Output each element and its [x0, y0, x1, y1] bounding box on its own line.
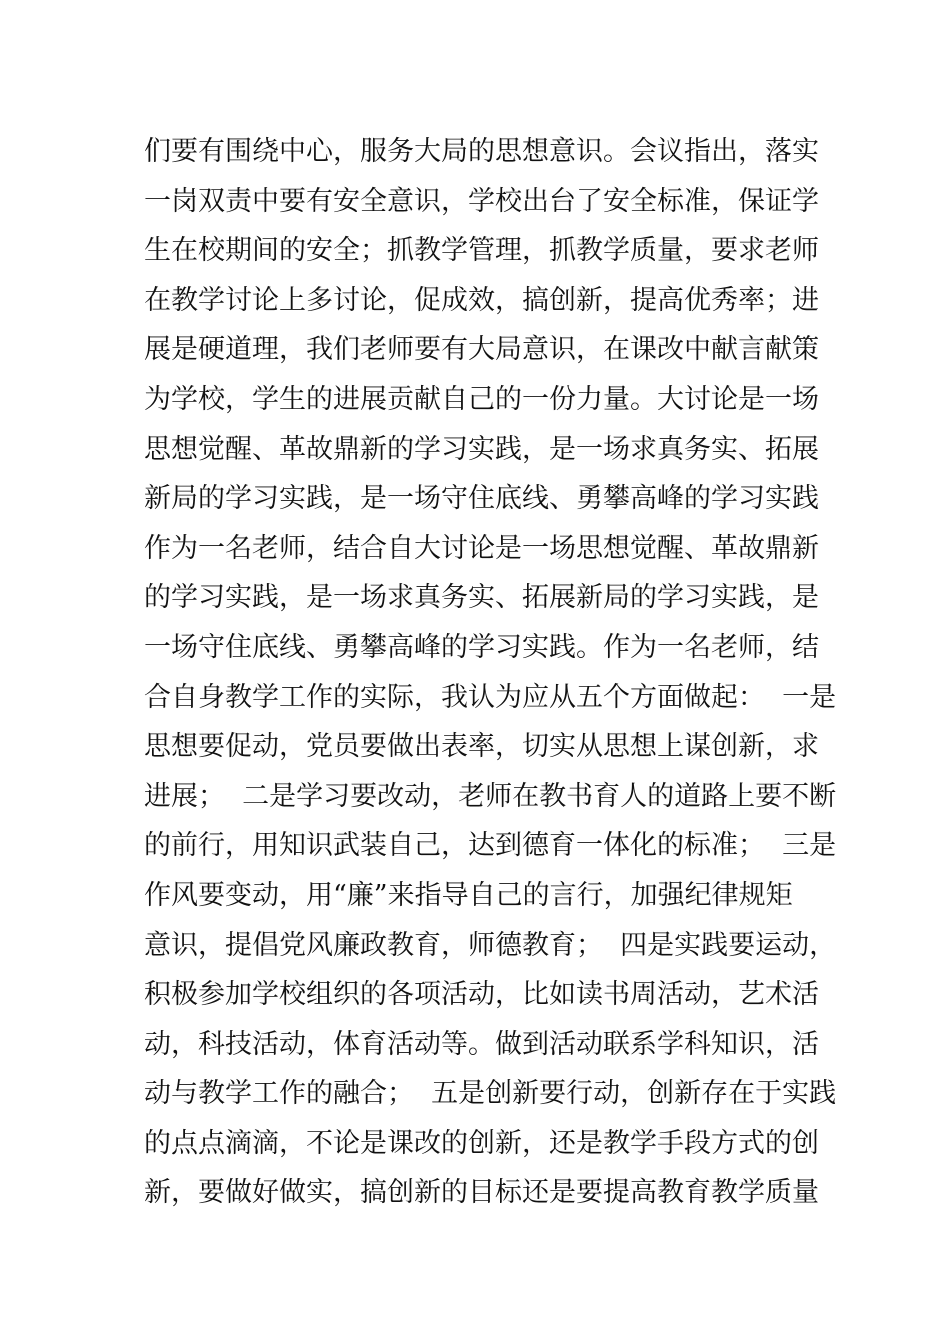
- text-line-11: 一场守住底线、勇攀高峰的学习实践。作为一名老师，结: [144, 631, 819, 663]
- text-line-12: 合自身教学工作的实际，我认为应从五个方面做起： 一是: [144, 681, 837, 713]
- text-line-13: 思想要促动，党员要做出表率，切实从思想上谋创新，求: [144, 731, 819, 763]
- text-line-18: 积极参加学校组织的各项活动，比如读书周活动，艺术活: [144, 979, 819, 1011]
- text-line-7: 思想觉醒、革故鼎新的学习实践，是一场求真务实、拓展: [144, 433, 819, 465]
- text-line-14: 进展； 二是学习要改动，老师在教书育人的道路上要不断: [144, 780, 837, 812]
- text-line-16: 作风要变动，用“廉”来指导自己的言行，加强纪律规矩: [144, 879, 793, 911]
- text-line-17: 意识，提倡党风廉政教育，师德教育； 四是实践要运动，: [144, 929, 837, 961]
- text-line-2: 一岗双责中要有安全意识，学校出台了安全标准，保证学: [144, 185, 819, 217]
- text-line-5: 展是硬道理，我们老师要有大局意识，在课改中献言献策: [144, 334, 819, 366]
- text-line-22: 新，要做好做实，搞创新的目标还是要提高教育教学质量: [144, 1177, 819, 1209]
- body-text: [144, 127, 837, 1218]
- text-line-8: 新局的学习实践，是一场守住底线、勇攀高峰的学习实践: [144, 483, 819, 515]
- text-line-6: 为学校，学生的进展贡献自己的一份力量。大讨论是一场: [144, 383, 819, 415]
- text-line-4: 在教学讨论上多讨论，促成效，搞创新，提高优秀率；进: [144, 284, 819, 316]
- text-line-9: 作为一名老师，结合自大讨论是一场思想觉醒、革故鼎新: [144, 532, 819, 564]
- text-line-20: 动与教学工作的融合； 五是创新要行动，创新存在于实践: [144, 1078, 837, 1110]
- text-line-3: 生在校期间的安全；抓教学管理，抓教学质量，要求老师: [144, 235, 819, 267]
- text-line-19: 动，科技活动，体育活动等。做到活动联系学科知识，活: [144, 1028, 819, 1060]
- text-line-15: 的前行，用知识武装自己，达到德育一体化的标准； 三是: [144, 830, 837, 862]
- text-line-1: 们要有围绕中心，服务大局的思想意识。会议指出，落实: [144, 136, 819, 167]
- text-line-21: 的点点滴滴，不论是课改的创新，还是教学手段方式的创: [144, 1127, 819, 1159]
- text-line-10: 的学习实践，是一场求真务实、拓展新局的学习实践，是: [144, 582, 819, 614]
